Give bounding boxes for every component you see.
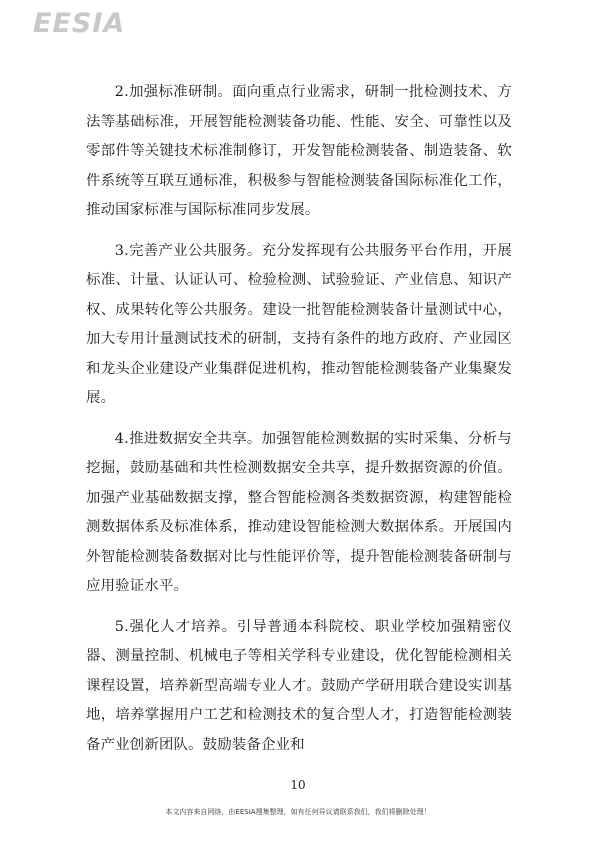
document-body — [86, 78, 512, 771]
paragraph-standards: 2.加强标准研制。面向重点行业需求，研制一批检测技术、方法等基础标准，开展智能检测装备功能、性能、安全、可靠性以及零部件等关键技术标准制修订，开发智能检测装备、制造装备、软件系统等互联互通标准，积极参与智能检测装备国际标准化工作，推动国家标准与国际标准同步发展。 — [86, 84, 512, 218]
footer-disclaimer: 本文内容来自网络，由EESIA搜集整理，如有任何异议请联系我们，我们将删除处理！ — [165, 808, 431, 816]
eesia-logo: EESIA — [33, 8, 126, 39]
paragraph-public-services: 3.完善产业公共服务。充分发挥现有公共服务平台作用，开展标准、计量、认证认可、检验检测、试验验证、产业信息、知识产权、成果转化等公共服务。建设一批智能检测装备计量测试中心，加大专用计量测试技术的研制，支持有条件的地方政府、产业园区和龙头企业建设产业集群促进机构，推动智能检测装备产业集聚发展。 — [86, 242, 512, 406]
paragraph-talent-training: 5.强化人才培养。引导普通本科院校、职业学校加强精密仪器、测量控制、机械电子等相关学科专业建设，优化智能检测相关课程设置，培养新型高端专业人才。鼓励产学研用联合建设实训基地，培养掌握用户工艺和检测技术的复合型人才，打造智能检测装备产业创新团队。鼓励装备企业和 — [86, 618, 512, 753]
page-number: 10 — [290, 778, 306, 792]
paragraph-data-sharing: 4.推进数据安全共享。加强智能检测数据的实时采集、分析与挖掘，鼓励基础和共性检测数据安全共享，提升数据资源的价值。加强产业基础数据支撑，整合智能检测各类数据资源，构建智能检测数据体系及标准体系，推动建设智能检测大数据体系。开展国内外智能检测装备数据对比与性能评价等，提升智能检测装备研制与应用验证水平。 — [86, 430, 512, 594]
